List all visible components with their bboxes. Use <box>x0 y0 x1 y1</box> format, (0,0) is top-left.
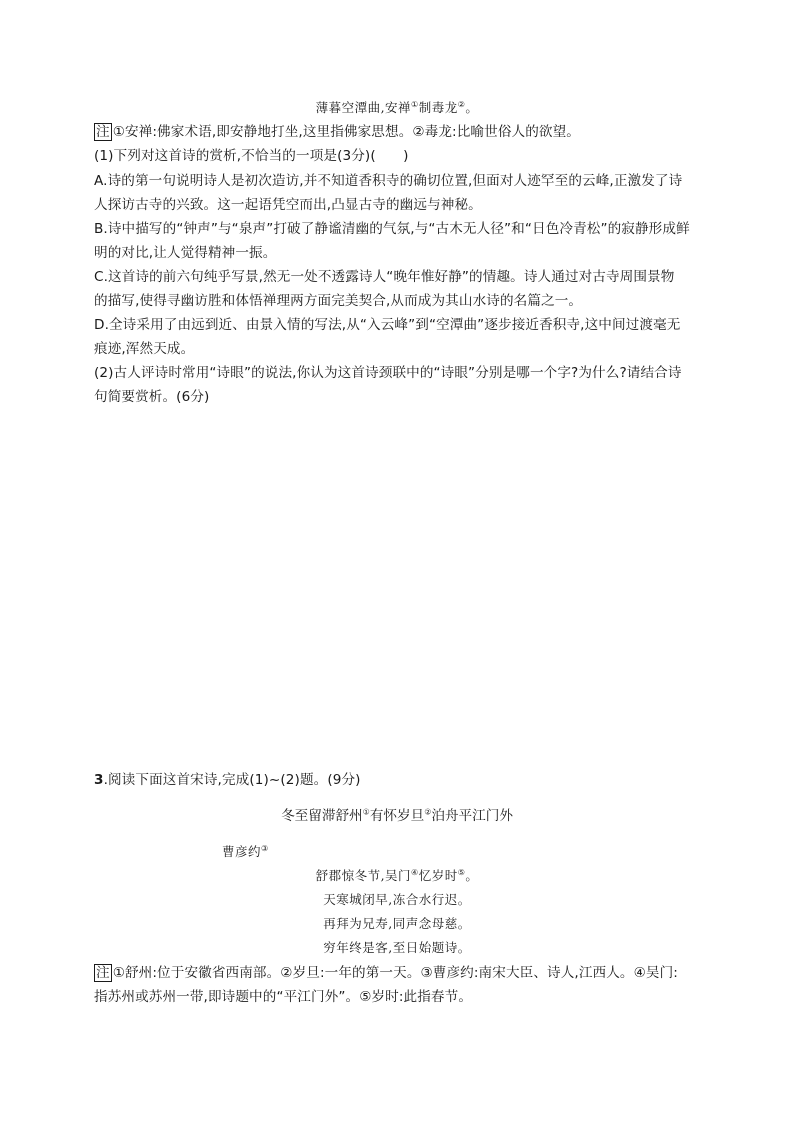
footnote-marker: ① <box>362 807 370 817</box>
poem1-text-c: 。 <box>465 100 479 115</box>
question3-stem <box>94 770 361 790</box>
notes1-text: ①安禅:佛家术语,即安静地打坐,这里指佛家思想。②毒龙:比喻世俗人的欲望。 <box>112 124 580 140</box>
poem2-line4: 穷年终是客,至日始题诗。 <box>323 940 471 955</box>
notes2-line2: 指苏州或苏州一带,即诗题中的“平江门外”。⑤岁时:此指春节。 <box>94 989 473 1005</box>
notes1 <box>94 122 580 142</box>
option-a-line2: 人探访古寺的兴致。这一起语凭空而出,凸显古寺的幽远与神秘。 <box>94 197 482 213</box>
poem1-text-b: 制毒龙 <box>418 100 458 115</box>
notes2-text-1: ①舒州:位于安徽省西南部。②岁旦:一年的第一天。③曹彦约:南宋大臣、诗人,江西人。④吴门: <box>112 965 678 981</box>
question-number: 3 <box>94 772 104 788</box>
poem1-last-line <box>0 99 794 117</box>
poem2-line1-b: 忆岁时 <box>418 868 458 883</box>
poem2-title <box>0 806 794 826</box>
question1-stem: (1)下列对这首诗的赏析,不恰当的一项是(3分)( ) <box>94 148 409 164</box>
poem2-line1 <box>0 867 794 885</box>
poem2-title-c: 泊舟平江门外 <box>431 808 513 824</box>
option-b-line2: 明的对比,让人觉得精神一振。 <box>94 245 277 261</box>
notes2-line1 <box>94 963 678 983</box>
poem2-line2: 天寒城闭早,冻合水行迟。 <box>323 892 471 907</box>
author-name: 曹彦约 <box>222 844 262 859</box>
note-mark: 注 <box>96 965 110 981</box>
poem2-line3: 再拜为兄寿,同声念母慈。 <box>323 916 471 931</box>
question3-text: .阅读下面这首宋诗,完成(1)~(2)题。(9分) <box>103 772 361 788</box>
question2-line1: (2)古人评诗时常用“诗眼”的说法,你认为这首诗颈联中的“诗眼”分别是哪一个字?为什么?请结合诗 <box>94 365 682 381</box>
option-c-line2: 的描写,使得寻幽访胜和体悟禅理两方面完美契合,从而成为其山水诗的名篇之一。 <box>94 293 583 309</box>
poem2-line1-c: 。 <box>465 868 479 883</box>
poem2-author <box>222 843 269 861</box>
footnote-marker: ③ <box>261 843 269 853</box>
option-d-line2: 痕迹,浑然天成。 <box>94 341 195 357</box>
footnote-marker: ④ <box>411 867 419 877</box>
question2-line2: 句简要赏析。(6分) <box>94 389 210 405</box>
footnote-marker: ② <box>424 807 432 817</box>
poem1-text-a: 薄暮空潭曲,安禅 <box>315 100 412 115</box>
footnote-marker: ① <box>411 99 419 109</box>
poem2-line1-a: 舒郡惊冬节,吴门 <box>315 868 412 883</box>
footnote-marker: ② <box>457 99 466 109</box>
note-mark: 注 <box>96 124 110 140</box>
option-c-line1: C.这首诗的前六句纯乎写景,然无一处不透露诗人“晚年惟好静”的情趣。诗人通过对古寺周围景物 <box>94 269 675 285</box>
footnote-marker: ⑤ <box>457 867 466 877</box>
option-d-line1: D.全诗采用了由远到近、由景入情的写法,从“入云峰”到“空潭曲”逐步接近香积寺,这中间过渡毫无 <box>94 317 681 333</box>
poem2-title-b: 有怀岁旦 <box>369 808 425 824</box>
option-a-line1: A.诗的第一句说明诗人是初次造访,并不知道香积寺的确切位置,但面对人迹罕至的云峰,正激发了诗 <box>94 173 683 189</box>
poem2-title-a: 冬至留滞舒州 <box>281 808 363 824</box>
option-b-line1: B.诗中描写的“钟声”与“泉声”打破了静谧清幽的气氛,与“古木无人径”和“日色冷青松”的寂静形成鲜 <box>94 221 690 237</box>
